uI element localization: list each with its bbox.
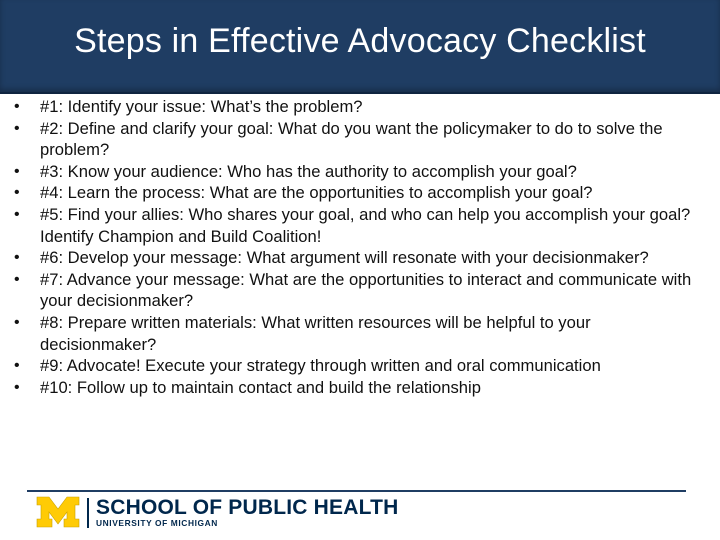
school-logo (36, 496, 399, 530)
bullet-icon: • (14, 357, 20, 375)
checklist-item (14, 118, 704, 161)
bullet-icon: • (14, 378, 20, 396)
checklist-item (14, 182, 704, 204)
bullet-icon: • (14, 162, 20, 180)
checklist-item-text: #3: Know your audience: Who has the authority to accomplish your goal? (40, 161, 577, 181)
block-m-shape (37, 497, 79, 527)
checklist-item (14, 96, 704, 118)
university-name: UNIVERSITY OF MICHIGAN (96, 518, 218, 528)
bullet-icon: • (14, 98, 20, 115)
bullet-icon: • (14, 249, 20, 267)
checklist-item (14, 312, 704, 355)
checklist-item-text: #6: Develop your message: What argument will resonate with your decisionmaker? (40, 248, 649, 268)
logo-divider (87, 498, 89, 528)
school-name: SCHOOL OF PUBLIC HEALTH (96, 496, 399, 519)
bullet-icon: • (14, 313, 20, 331)
checklist-item-text: #7: Advance your message: What are the opportunities to interact and communicate with your decisionmaker? (40, 269, 692, 311)
footer-divider (27, 490, 686, 492)
bullet-icon: • (14, 270, 20, 288)
checklist-item-text: #4: Learn the process: What are the opportunities to accomplish your goal? (40, 183, 593, 203)
bullet-icon: • (14, 184, 20, 202)
slide-title: Steps in Effective Advocacy Checklist (74, 22, 646, 60)
block-m-logo-icon (36, 496, 80, 528)
checklist-item-text: #1: Identify your issue: What’s the problem? (40, 97, 363, 116)
checklist-item (14, 377, 704, 399)
checklist-item-text: #5: Find your allies: Who shares your goal, and who can help you accomplish your goal? Identify Champion and Build Coalition! (40, 204, 691, 246)
checklist-item (14, 204, 704, 247)
bullet-icon: • (14, 119, 20, 137)
checklist-item-text: #2: Define and clarify your goal: What do you want the policymaker to do to solve the problem? (40, 118, 663, 160)
title-bar (0, 0, 720, 94)
checklist-item (14, 161, 704, 183)
checklist-item-text: #10: Follow up to maintain contact and build the relationship (40, 377, 481, 397)
checklist-item (14, 247, 704, 269)
bullet-icon: • (14, 205, 20, 223)
advocacy-checklist (14, 96, 704, 398)
checklist-item-text: #8: Prepare written materials: What written resources will be helpful to your decisionmaker? (40, 312, 591, 354)
checklist-item (14, 355, 704, 377)
checklist-item (14, 269, 704, 312)
checklist-item-text: #9: Advocate! Execute your strategy through written and oral communication (40, 356, 601, 376)
